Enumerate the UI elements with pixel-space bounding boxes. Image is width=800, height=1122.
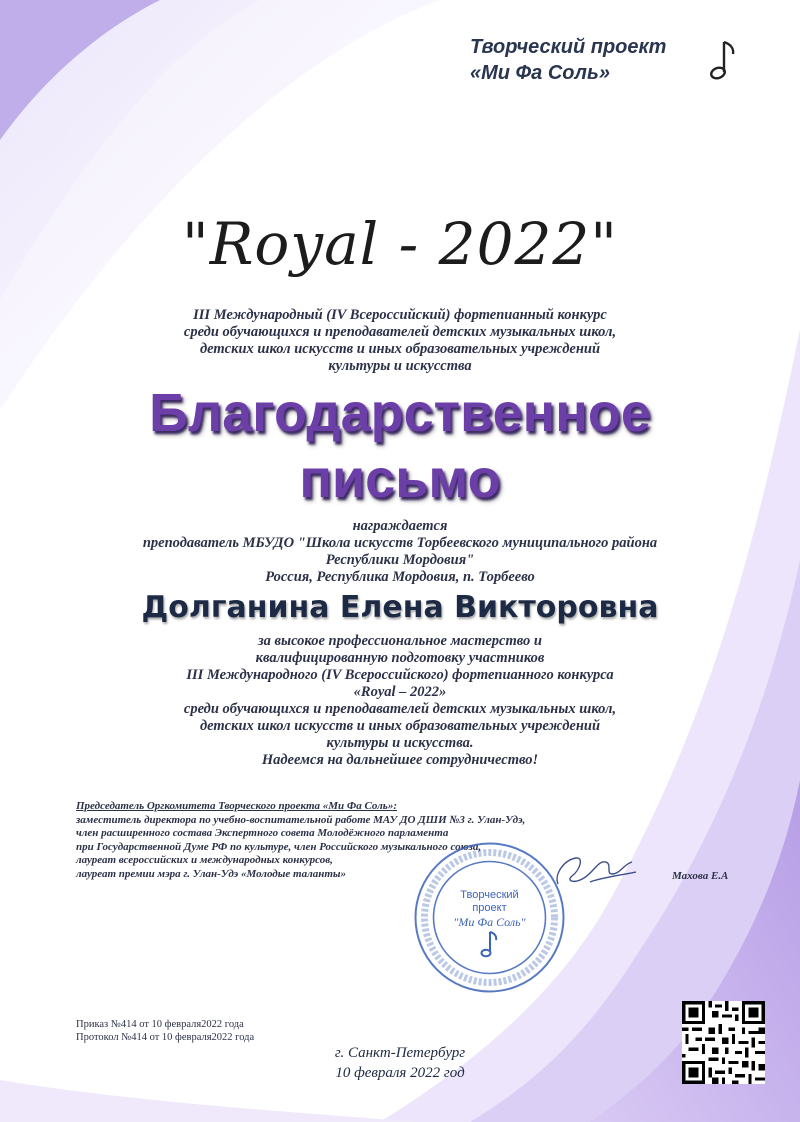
contest-line: детских школ искусств и иных образовательных учреждений — [199, 341, 601, 357]
reason-block — [100, 633, 700, 769]
protocol-line: Протокол №414 от 10 февраля2022 года — [76, 1032, 255, 1043]
chair-line: при Государственной Думе РФ по культуре, член Российского музыкального союза, — [76, 840, 482, 853]
brand-line-1: Творческий проект — [470, 36, 667, 58]
recipient-name: Долганина Елена Викторовна — [141, 590, 659, 625]
contest-line: среди обучающихся и преподавателей детских музыкальных школ, — [183, 324, 617, 340]
awarded-line: Россия, Республика Мордовия, п. Торбеево — [265, 569, 535, 585]
document-title-line-1: Благодарственное — [149, 383, 651, 443]
qr-code[interactable] — [682, 1001, 765, 1084]
chair-line: лауреат всероссийских и международных конкурсов, — [76, 854, 333, 866]
contest-line: III Международный (IV Всероссийский) фортепианный конкурс — [193, 307, 607, 323]
awarded-block — [60, 518, 740, 586]
reason-line: «Royal – 2022» — [353, 684, 447, 700]
awarded-line: Республики Мордовия" — [325, 552, 475, 568]
stamp-text-2: проект — [472, 902, 507, 914]
reason-line: детских школ искусств и иных образовательных учреждений — [199, 718, 601, 734]
signature — [550, 848, 640, 893]
reason-line: Надеемся на дальнейшее сотрудничество! — [261, 752, 539, 768]
chair-line: член расширенного состава Экспертного совета Молодёжного парламента — [76, 827, 449, 839]
reason-line: за высокое профессиональное мастерство и — [258, 633, 542, 649]
stamp-text-3: "Ми Фа Соль" — [453, 915, 526, 929]
reason-line: квалифицированную подготовку участников — [255, 650, 545, 666]
order-references — [76, 1018, 254, 1044]
contest-description — [100, 307, 700, 375]
order-line: Приказ №414 от 10 февраля2022 года — [76, 1019, 244, 1030]
brand-line-2: «Ми Фа Соль» — [470, 62, 610, 84]
reason-line: III Международного (IV Всероссийского) фортепианного конкурса — [186, 667, 614, 683]
place: г. Санкт-Петербург — [334, 1045, 466, 1061]
issue-date: 10 февраля 2022 год — [335, 1065, 465, 1081]
chair-line: лауреат премии мэра г. Улан-Удэ «Молодые таланты» — [76, 867, 347, 880]
document-title-line-2: письмо — [299, 449, 501, 509]
music-note-icon — [700, 38, 746, 84]
chair-heading: Председатель Оргкомитета Творческого проекта «Ми Фа Соль»: — [76, 800, 397, 812]
signer-name: Махова Е.А — [672, 870, 729, 882]
chair-line: заместитель директора по учебно-воспитательной работе МАУ ДО ДШИ №3 г. Улан-Удэ, — [76, 813, 526, 826]
awarded-line: награждается — [352, 518, 448, 534]
contest-line: культуры и искусства — [328, 358, 472, 374]
official-stamp — [412, 840, 567, 995]
stamp-text-1: Творческий — [460, 889, 519, 901]
awarded-line: преподаватель МБУДО "Школа искусств Торбеевского муниципального района — [142, 535, 658, 551]
reason-line: среди обучающихся и преподавателей детских музыкальных школ, — [183, 701, 617, 717]
place-and-date — [270, 1043, 530, 1083]
project-brand — [470, 34, 700, 86]
event-title: "Royal - 2022" — [182, 210, 618, 278]
reason-line: культуры и искусства. — [326, 735, 474, 751]
